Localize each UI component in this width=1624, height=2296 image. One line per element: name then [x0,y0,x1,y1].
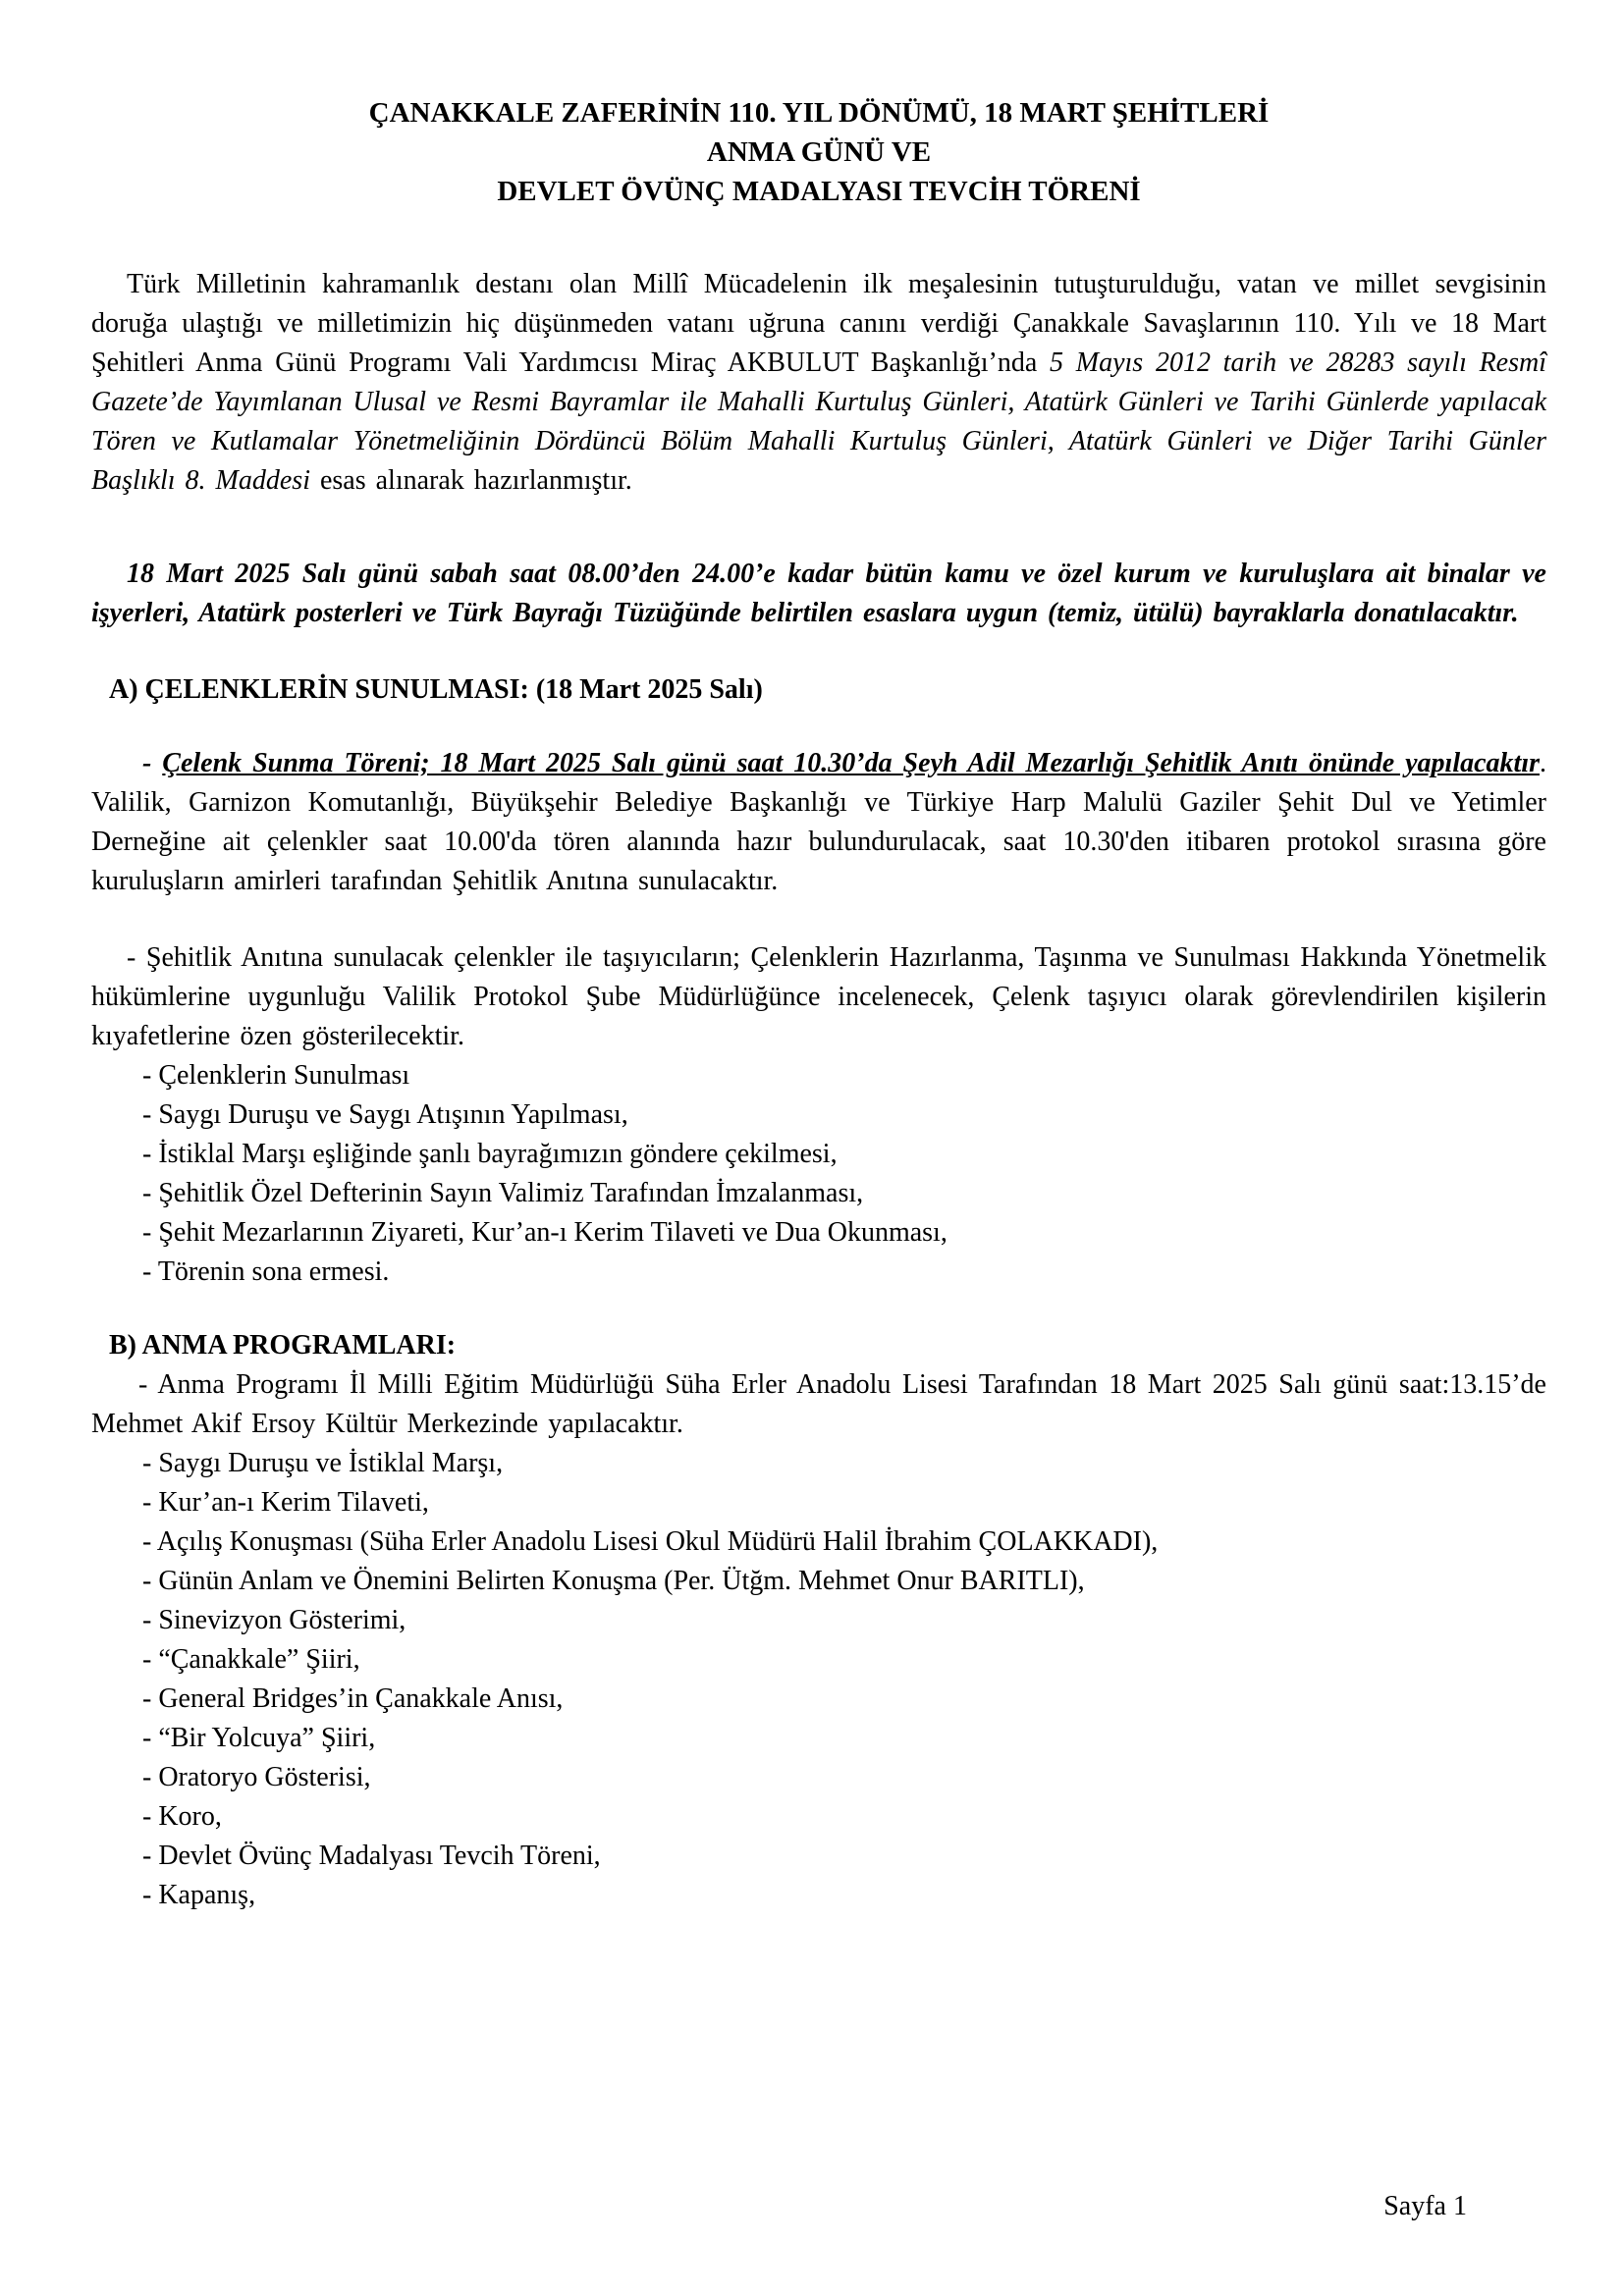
intro-regulation-italic: 5 Mayıs 2012 tarih ve 28283 sayılı Resmî Gazete’de Yayımlanan Ulusal ve Resmi Bayramlar ile Mahalli Kurtuluş Günleri, Atatürk Günleri ve Tarihi Günlerde yapılacak Tören ve Kutlamalar Yönetmeliğinin Dördüncü Bölüm Mahalli Kurtuluş Günleri, Atatürk Günleri ve Diğer Tarihi Günler Başlıklı 8. Maddesi [91,347,1547,496]
intro-paragraph [91,265,1546,501]
section-b-program-list [91,1444,1546,1915]
list-item: - “Çanakkale” Şiiri, [142,1644,360,1675]
list-item: - Saygı Duruşu ve Saygı Atışının Yapılması, [142,1099,628,1130]
flag-notice-paragraph: 18 Mart 2025 Salı günü sabah saat 08.00’den 24.00’e kadar bütün kamu ve özel kurum ve kuruluşlara ait binalar ve işyerleri, Atatürk posterleri ve Türk Bayrağı Tüzüğünde belirtilen esaslara uygun (temiz, ütülü) bayraklarla donatılacaktır. [91,559,1546,628]
wreath-underlined-text: Çelenk Sunma Töreni; 18 Mart 2025 Salı günü saat 10.30’da Şeyh Adil Mezarlığı Şehitlik Anıtı önünde yapılacaktır [162,748,1540,778]
list-item: - Şehit Mezarlarının Ziyareti, Kur’an-ı Kerim Tilaveti ve Dua Okunması, [142,1217,947,1248]
list-item: - Çelenklerin Sunulması [142,1060,410,1091]
list-item: - Koro, [142,1801,222,1832]
title-line-3: DEVLET ÖVÜNÇ MADALYASI TEVCİH TÖRENİ [497,176,1141,207]
list-item: - Günün Anlam ve Önemini Belirten Konuşma (Per. Ütğm. Mehmet Onur BARITLI), [142,1566,1085,1596]
list-item: - Oratoryo Gösterisi, [142,1762,371,1792]
intro-regular-end: esas alınarak hazırlanmıştır. [309,465,632,496]
list-item: - Törenin sona ermesi. [142,1256,390,1287]
list-item: - Saygı Duruşu ve İstiklal Marşı, [142,1448,504,1478]
wreath-ceremony-paragraph [91,744,1546,901]
list-item: - Devlet Övünç Madalyası Tevcih Töreni, [142,1841,601,1871]
section-a-program-list [91,1056,1546,1292]
wreath-inspection-paragraph: - Şehitlik Anıtına sunulacak çelenkler ile taşıyıcıların; Çelenklerin Hazırlanma, Taşınma ve Sunulması Hakkında Yönetmelik hükümlerine uygunluğu Valilik Protokol Şube Müdürlüğünce incelenecek, Çelenk taşıyıcı olarak görevlendirilen kişilerin kıyafetlerine özen gösterilecektir. [91,942,1546,1051]
intro-regular-start: Türk Milletinin kahramanlık destanı olan Millî Mücadelenin ilk meşalesinin tutuşturulduğu, vatan ve millet sevgisinin doruğa ulaştığı ve milletimizin hiç düşünmeden vatanı uğruna canını verdiği Çanakkale Savaşlarının 110. Yılı ve 18 Mart Şehitleri Anma Günü Programı Vali Yardımcısı Miraç AKBULUT Başkanlığı’nda [91,269,1546,378]
list-item: - Kur’an-ı Kerim Tilaveti, [142,1487,429,1518]
section-b-heading: B) ANMA PROGRAMLARI: [109,1330,457,1361]
wreath-dash: - [142,748,163,778]
wreath-details-text: . Valilik, Garnizon Komutanlığı, Büyükşehir Belediye Başkanlığı ve Türkiye Harp Malulü Gaziler Şehit Dul ve Yetimler Derneğine ait çelenkler saat 10.00'da tören alanında hazır bulundurulacak, saat 10.30'den itibaren protokol sırasına göre kuruluşların amirleri tarafından Şehitlik Anıtına sunulacaktır. [91,748,1546,896]
list-item: - Açılış Konuşması (Süha Erler Anadolu Lisesi Okul Müdürü Halil İbrahim ÇOLAKKADI), [142,1526,1159,1557]
title-line-1: ÇANAKKALE ZAFERİNİN 110. YIL DÖNÜMÜ, 18 MART ŞEHİTLERİ [368,97,1270,129]
list-item: - General Bridges’in Çanakkale Anısı, [142,1683,564,1714]
list-item: - Kapanış, [142,1880,256,1910]
list-item: - Sinevizyon Gösterimi, [142,1605,406,1635]
list-item: - Şehitlik Özel Defterinin Sayın Valimiz Tarafından İmzalanması, [142,1178,864,1208]
page-number: Sayfa 1 [1383,2191,1467,2221]
document-title [91,93,1546,211]
list-item: - “Bir Yolcuya” Şiiri, [142,1723,376,1753]
title-line-2: ANMA GÜNÜ VE [706,136,932,168]
section-a-heading: A) ÇELENKLERİN SUNULMASI: (18 Mart 2025 Salı) [109,674,763,705]
section-b-intro-paragraph: - Anma Programı İl Milli Eğitim Müdürlüğü Süha Erler Anadolu Lisesi Tarafından 18 Mart 2025 Salı günü saat:13.15’de Mehmet Akif Ersoy Kültür Merkezinde yapılacaktır. [91,1369,1546,1439]
list-item: - İstiklal Marşı eşliğinde şanlı bayrağımızın göndere çekilmesi, [142,1139,838,1169]
